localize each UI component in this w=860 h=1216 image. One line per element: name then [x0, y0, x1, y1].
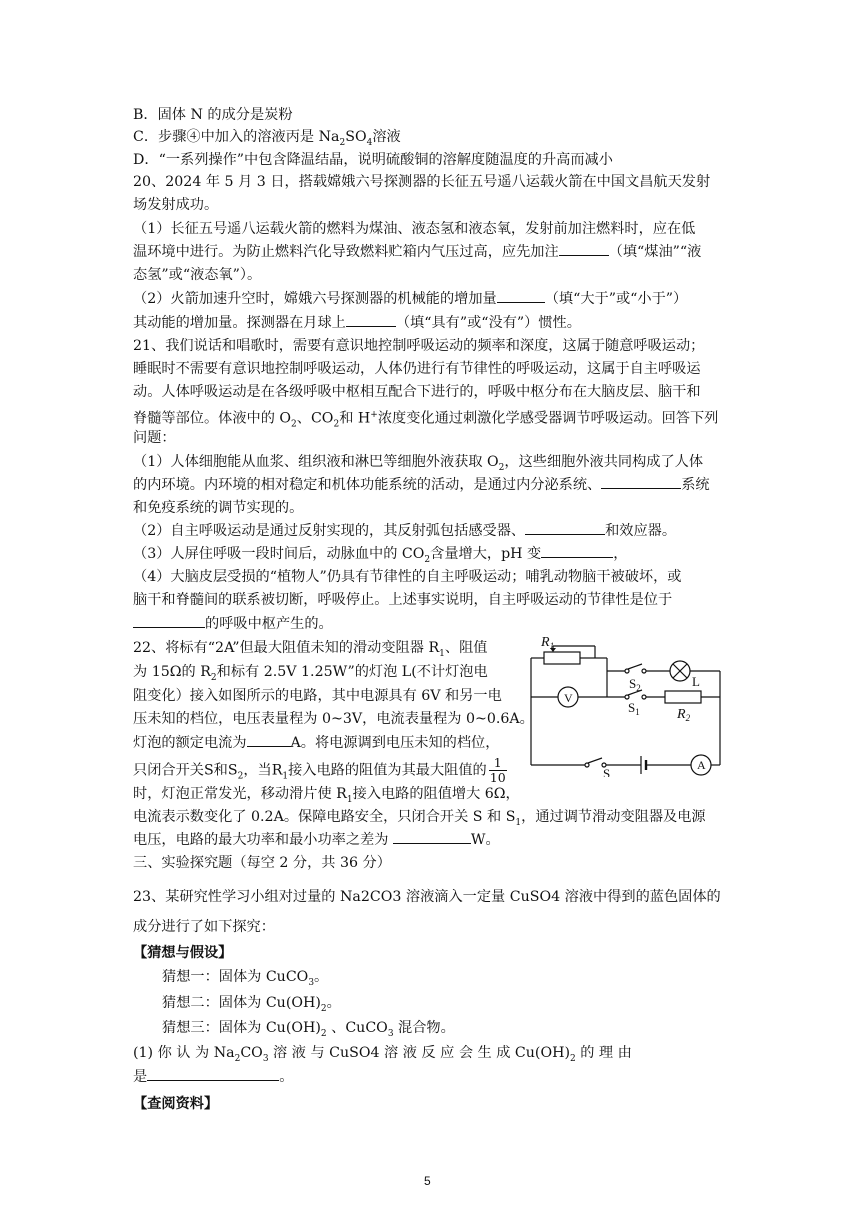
- answer-blank[interactable]: [541, 543, 613, 558]
- q22-line-1: 22、将标有“2A”但最大阻值未知的滑动变阻器 $R_1$、阻值: [133, 640, 488, 659]
- q22-line-8: 电流表示数变化了 0.2A。保障电路安全，只闭合开关 S 和 $S_1$，通过调节滑动变阻器及电源: [133, 809, 706, 828]
- q21-line-6: （1）人体细胞能从血浆、组织液和淋巴等细胞外液获取 $O_2$，这些细胞外液共同构成了人体: [133, 454, 704, 473]
- label-v: V: [564, 691, 573, 705]
- switch-s2[interactable]: [628, 664, 642, 669]
- q19-option-d: D．“一系列操作”中包含降温结晶，说明硫酸铜的溶解度随温度的升高而减小: [133, 152, 613, 168]
- fraction-one-tenth: $\frac{1}{10}$: [489, 755, 506, 785]
- q22-line-6: 只闭合开关S和$S_2$，当$R_1$接入电路的阻值为其最大阻值的 $\frac{1}{10}$: [133, 755, 506, 785]
- label-s: S: [603, 766, 611, 777]
- answer-blank[interactable]: [525, 520, 605, 535]
- q23-guess-1: 猜想一：固体为 CuCO$_3$。: [162, 969, 329, 988]
- q22-line-4: 压未知的档位，电压表量程为 0~3V，电流表量程为 0~0.6A。: [133, 711, 534, 727]
- q21-line-2: 睡眠时不需要有意识地控制呼吸运动，人体仍进行有节律性的呼吸运动，这属于自主呼吸运: [133, 361, 701, 377]
- q20-line-3: （1）长征五号遥八运载火箭的燃料为煤油、液态氢和液态氧，发射前加注燃料时，应在低: [133, 221, 696, 237]
- q22-line-2: 为 15Ω的 $R_2$和标有 2.5V 1.25W”的灯泡 L(不计灯泡电: [133, 664, 488, 683]
- switch-s1-contact: [642, 695, 646, 699]
- q21-line-11: （4）大脑皮层受损的“植物人”仍具有节律性的自主呼吸运动；哺乳动物脑干被破坏，或: [133, 569, 682, 585]
- q20-line-2: 场发射成功。: [133, 197, 219, 213]
- switch-s[interactable]: [588, 758, 602, 763]
- label-s2: $S_2$: [629, 676, 641, 693]
- section-heading: 三、实验探究题（每空 2 分，共 36 分）: [133, 855, 391, 871]
- q19-option-c: C．步骤④中加入的溶液丙是 $Na_2SO_4$溶液: [133, 129, 401, 148]
- label-r2: $R_2$: [677, 707, 691, 723]
- q21-line-1: 21、我们说话和唱歌时，需要有意识地控制呼吸运动的频率和深度，这属于随意呼吸运动；: [133, 338, 705, 354]
- label-s1: $S_1$: [628, 700, 640, 717]
- q21-line-7: 的内环境。内环境的相对稳定和机体功能系统的活动，是通过内分泌系统、 系统: [133, 474, 710, 496]
- page-number: 5: [424, 1174, 431, 1188]
- q22-line-3: 阻变化）接入如图所示的电路，其中电源具有 6V 和另一电: [133, 688, 502, 704]
- answer-blank[interactable]: [147, 1066, 279, 1081]
- answer-blank[interactable]: [247, 732, 291, 747]
- switch-s-contact: [585, 763, 589, 767]
- answer-blank[interactable]: [393, 829, 471, 844]
- q20-line-7: 其动能的增加量。探测器在月球上 （填“具有”或“没有”）惯性。: [133, 312, 581, 334]
- answer-blank[interactable]: [497, 288, 545, 303]
- label-r1: $R_1$: [541, 635, 555, 651]
- q23-line-1: 23、某研究性学习小组对过量的 Na2CO3 溶液滴入一定量 CuSO4 溶液中得到的蓝色固体的: [133, 889, 721, 905]
- q21-line-10: （3）人屏住呼吸一段时间后，动脉血中的 $CO_2$含量增大，pH 变 ，: [133, 543, 627, 571]
- q23-question-1: (1) 你 认 为 $Na_2CO_3$ 溶 液 与 CuSO4 溶 液 反 应 会 生 成 $Cu(OH)_2$ 的 理 由: [133, 1045, 632, 1064]
- answer-blank[interactable]: [601, 474, 681, 489]
- q23-guess-2: 猜想二：固体为 $Cu(OH)_2$。: [162, 995, 341, 1014]
- q20-line-1: 20、2024 年 5 月 3 日，搭载嫦娥六号探测器的长征五号遥八运载火箭在中国文昌航天发射: [133, 174, 711, 190]
- answer-blank[interactable]: [559, 241, 609, 256]
- q23-heading-hypothesis: 【猜想与假设】: [133, 945, 233, 961]
- q23-question-1-cont: 是 。: [133, 1066, 293, 1088]
- resistor-r2: [665, 691, 701, 703]
- q19-option-b: B．固体 N 的成分是炭粉: [133, 107, 293, 123]
- q21-line-8: 和免疫系统的调节实现的。: [133, 500, 304, 516]
- answer-blank[interactable]: [346, 312, 396, 327]
- q23-guess-3: 猜想三：固体为 $Cu(OH)_2$ 、CuCO$_3$ 混合物。: [162, 1020, 455, 1039]
- switch-s2-contact: [625, 669, 629, 673]
- q20-line-5: 态氢”或“液态氧”）。: [133, 267, 262, 283]
- q21-line-3: 动。人体呼吸运动是在各级呼吸中枢相互配合下进行的，呼吸中枢分布在大脑皮层、脑干和: [133, 384, 701, 400]
- q20-line-4: 温环境中进行。为防止燃料汽化导致燃料贮箱内气压过高，应先加注 （填“煤油”“液: [133, 241, 701, 263]
- q23-line-2: 成分进行了如下探究：: [133, 919, 275, 935]
- switch-s1-contact: [625, 695, 629, 699]
- q21-line-9: （2）自主呼吸运动是通过反射实现的，其反射弧包括感受器、 和效应器。: [133, 520, 676, 542]
- label-a: A: [697, 758, 706, 772]
- label-l: L: [692, 674, 700, 689]
- q21-line-12: 脑干和脊髓间的联系被切断，呼吸停止。上述事实说明，自主呼吸运动的节律性是位于: [133, 592, 673, 608]
- q21-line-13: 的呼吸中枢产生的。: [133, 613, 333, 635]
- answer-blank[interactable]: [133, 613, 205, 628]
- q23-heading-references: 【查阅资料】: [133, 1096, 219, 1112]
- circuit-diagram: [525, 632, 725, 777]
- switch-s2-contact: [642, 669, 646, 673]
- rheostat-r1: [544, 652, 580, 664]
- q21-line-5: 问题：: [133, 430, 176, 446]
- q21-line-4: 脊髓等部位。体液中的 $O_2$、$CO_2$和 H+浓度变化通过刺激化学感受器调节呼吸运动。回答下列: [133, 410, 719, 430]
- q22-line-5: 灯泡的额定电流为 A。将电源调到电压未知的档位，: [133, 732, 499, 754]
- q22-line-7: 时，灯泡正常发光，移动滑片使 $R_1$接入电路的阻值增大 6Ω，: [133, 786, 520, 805]
- q20-line-6: （2）火箭加速升空时，嫦娥六号探测器的机械能的增加量 （填“大于”或“小于”）: [133, 288, 687, 310]
- q22-line-9: 电压，电路的最大功率和最小功率之差为 W。: [133, 829, 500, 851]
